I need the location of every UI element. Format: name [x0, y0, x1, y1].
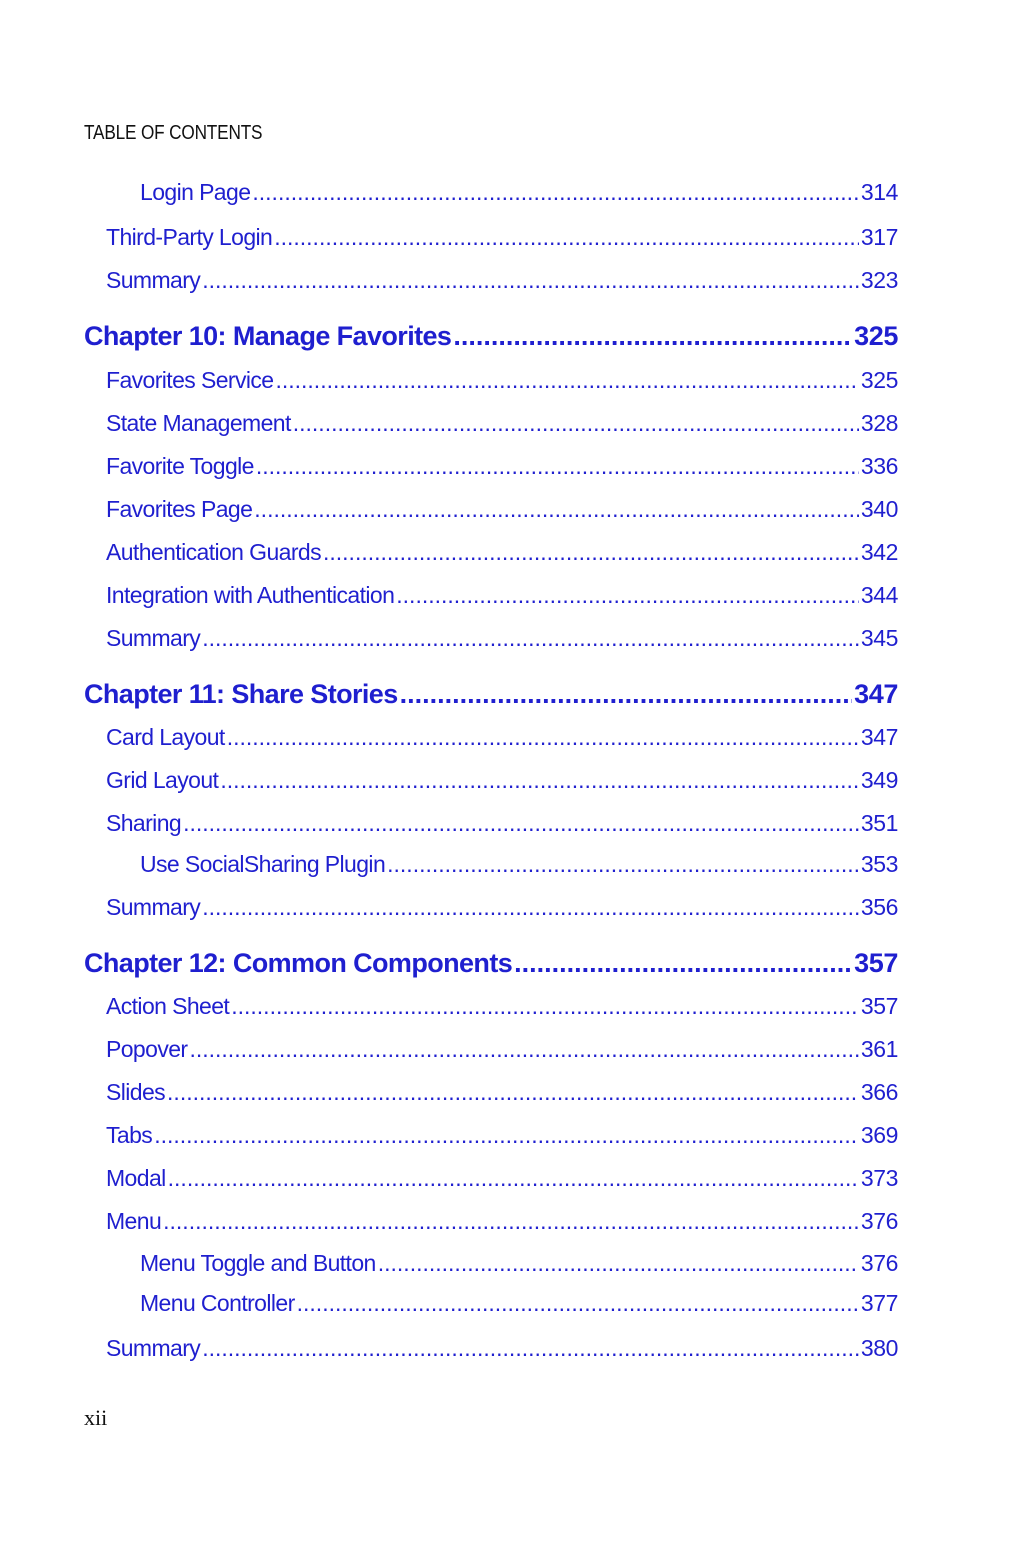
toc-entry-page: 325	[860, 367, 898, 393]
dot-leader	[163, 1206, 859, 1236]
toc-entry-page: 366	[860, 1079, 898, 1105]
dot-leader	[202, 1333, 859, 1363]
dot-leader	[387, 849, 859, 879]
toc-entry-title: State Management	[106, 410, 291, 436]
toc-entry-page: 377	[860, 1290, 898, 1316]
dot-leader	[231, 991, 859, 1021]
toc-entry[interactable]	[140, 1288, 898, 1318]
toc-entry[interactable]	[106, 765, 898, 795]
toc-entry-title: Modal	[106, 1165, 166, 1191]
toc-entry[interactable]	[106, 1034, 898, 1064]
toc-entry-title: Grid Layout	[106, 767, 219, 793]
toc-entry-title: Summary	[106, 894, 201, 920]
toc-entry-page: 336	[860, 453, 898, 479]
toc-entry[interactable]	[106, 451, 898, 481]
toc-entry[interactable]	[106, 408, 898, 438]
toc-entry-page: 380	[860, 1335, 898, 1361]
dot-leader	[254, 494, 859, 524]
dot-leader	[378, 1248, 859, 1278]
dot-leader	[293, 408, 859, 438]
toc-entry-title: Favorite Toggle	[106, 453, 254, 479]
toc-entry-page: 376	[860, 1208, 898, 1234]
dot-leader	[168, 1163, 859, 1193]
toc-entry-title: Summary	[106, 625, 201, 651]
toc-entry[interactable]	[106, 892, 898, 922]
toc-entry-title: Chapter 11: Share Stories	[84, 679, 398, 709]
dot-leader	[400, 677, 853, 711]
toc-entry[interactable]	[106, 494, 898, 524]
toc-entry-page: 349	[860, 767, 898, 793]
toc-entry-title: Use SocialSharing Plugin	[140, 851, 386, 877]
toc-entry-title: Menu Toggle and Button	[140, 1250, 376, 1276]
toc-entry-page: 376	[860, 1250, 898, 1276]
toc-entry[interactable]	[106, 1333, 898, 1363]
toc-entry-title: Card Layout	[106, 724, 225, 750]
toc-chapter-entry[interactable]	[84, 677, 898, 711]
toc-entry-page: 357	[860, 993, 898, 1019]
toc-entry-page: 351	[860, 810, 898, 836]
toc-entry[interactable]	[106, 1163, 898, 1193]
dot-leader	[202, 265, 859, 295]
toc-entry-title: Integration with Authentication	[106, 582, 395, 608]
toc-entry-page: 344	[860, 582, 898, 608]
toc-entry-page: 353	[860, 851, 898, 877]
toc-entry-title: Summary	[106, 267, 201, 293]
toc-entry-title: Chapter 12: Common Components	[84, 948, 513, 978]
toc-entry-page: 342	[860, 539, 898, 565]
toc-entry[interactable]	[106, 580, 898, 610]
dot-leader	[227, 722, 859, 752]
toc-chapter-entry[interactable]	[84, 319, 898, 353]
toc-entry-title: Menu	[106, 1208, 162, 1234]
page-number: xii	[84, 1405, 108, 1430]
toc-entry-page: 345	[860, 625, 898, 651]
toc-entry-title: Summary	[106, 1335, 201, 1361]
dot-leader	[396, 580, 859, 610]
toc-entry[interactable]	[106, 222, 898, 252]
dot-leader	[220, 765, 859, 795]
toc-entry-title: Tabs	[106, 1122, 153, 1148]
toc-entry-title: Favorites Service	[106, 367, 274, 393]
toc-entry[interactable]	[106, 808, 898, 838]
dot-leader	[323, 537, 859, 567]
toc-entry-title: Slides	[106, 1079, 166, 1105]
toc-entry[interactable]	[140, 1248, 898, 1278]
dot-leader	[256, 451, 859, 481]
toc-entry[interactable]	[106, 991, 898, 1021]
toc-entry[interactable]	[106, 1120, 898, 1150]
dot-leader	[183, 808, 859, 838]
dot-leader	[275, 365, 858, 395]
toc-chapter-entry[interactable]	[84, 946, 898, 980]
toc-entry-page: 369	[860, 1122, 898, 1148]
dot-leader	[453, 319, 852, 353]
toc-entry-page: 347	[854, 679, 898, 709]
dot-leader	[274, 222, 859, 252]
toc-entry-page: 373	[860, 1165, 898, 1191]
toc-entry[interactable]	[106, 722, 898, 752]
toc-entry[interactable]	[140, 849, 898, 879]
toc-entry[interactable]	[106, 623, 898, 653]
toc-entry-title: Action Sheet	[106, 993, 230, 1019]
dot-leader	[297, 1288, 859, 1318]
toc-entry[interactable]	[106, 1077, 898, 1107]
toc-entry[interactable]	[106, 1206, 898, 1236]
toc-entry-title: Sharing	[106, 810, 182, 836]
dot-leader	[189, 1034, 858, 1064]
toc-entry-title: Menu Controller	[140, 1290, 295, 1316]
toc-entry-title: Popover	[106, 1036, 188, 1062]
toc-entry-page: 361	[860, 1036, 898, 1062]
dot-leader	[514, 946, 852, 980]
toc-entry-page: 328	[860, 410, 898, 436]
toc-entry-page: 317	[860, 224, 898, 250]
toc-entry-title: Login Page	[140, 179, 251, 205]
toc-entry-page: 347	[860, 724, 898, 750]
toc-entry[interactable]	[106, 537, 898, 567]
toc-entry-page: 325	[854, 321, 898, 351]
toc-entry[interactable]	[106, 265, 898, 295]
toc-entry[interactable]	[140, 177, 898, 207]
toc-entry-title: Third-Party Login	[106, 224, 273, 250]
dot-leader	[167, 1077, 859, 1107]
toc-entry[interactable]	[106, 365, 898, 395]
toc-entry-title: Chapter 10: Manage Favorites	[84, 321, 452, 351]
dot-leader	[202, 892, 859, 922]
toc-entry-title: Favorites Page	[106, 496, 253, 522]
toc-entry-title: Authentication Guards	[106, 539, 321, 565]
dot-leader	[154, 1120, 859, 1150]
toc-entry-page: 314	[860, 179, 898, 205]
toc-entry-page: 340	[860, 496, 898, 522]
toc-entry-page: 357	[854, 948, 898, 978]
dot-leader	[202, 623, 859, 653]
running-head: TABLE OF CONTENTS	[84, 122, 263, 144]
toc-entry-page: 323	[860, 267, 898, 293]
dot-leader	[252, 177, 858, 207]
toc-entry-page: 356	[860, 894, 898, 920]
